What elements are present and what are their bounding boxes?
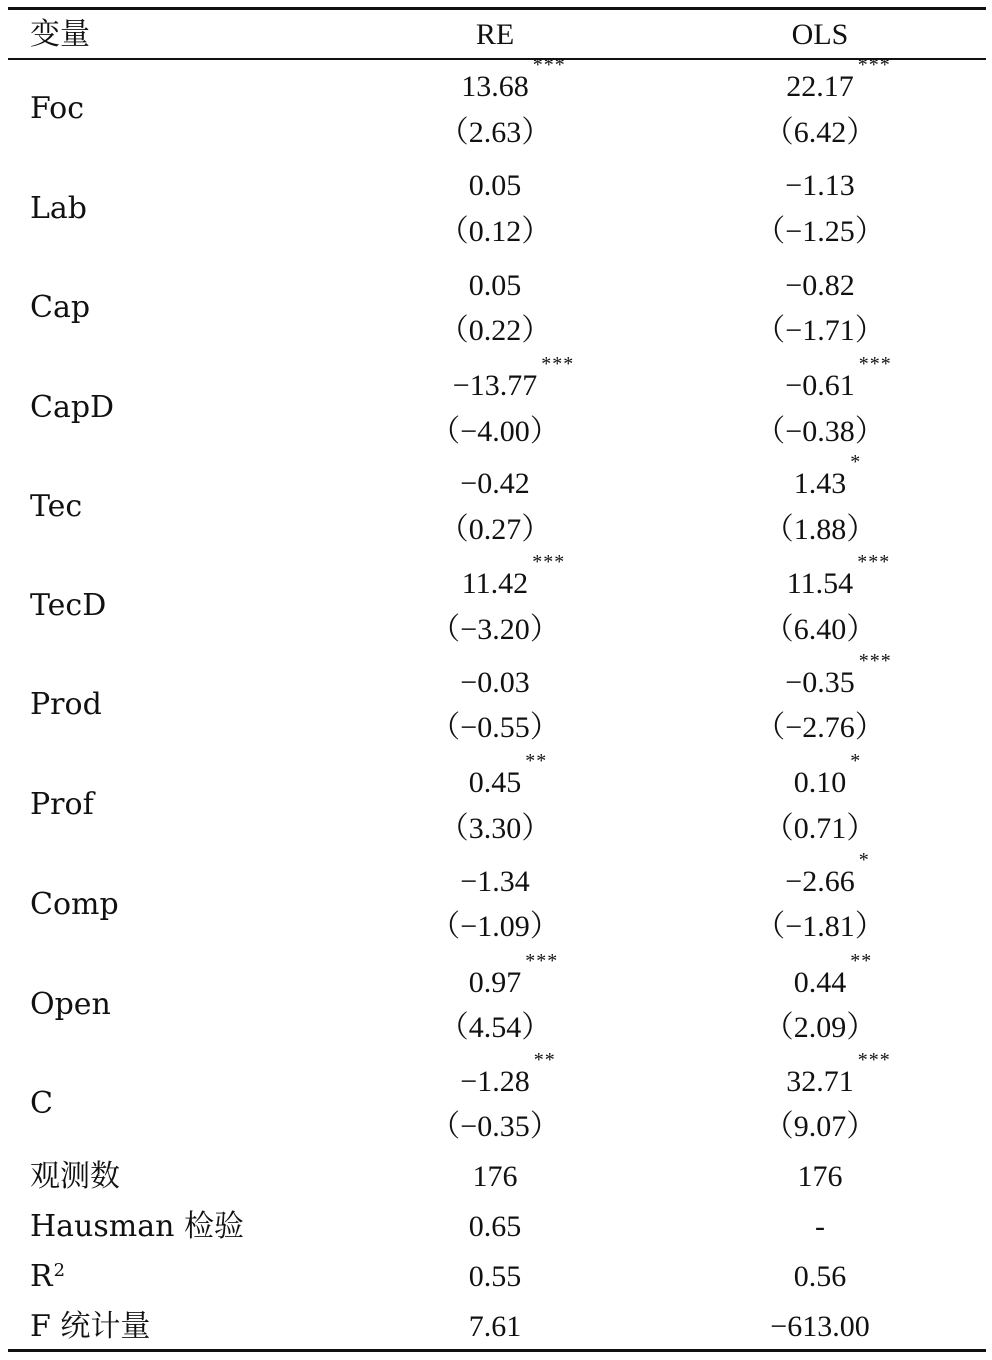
- re-tstat: （−1.09）: [430, 910, 560, 943]
- row-label: Lab: [30, 191, 88, 226]
- re-tstat: （0.12）: [438, 215, 552, 248]
- stat-label-r-squared: $R^2$: [30, 1259, 66, 1294]
- ols-f-statistic: −613.00: [770, 1310, 870, 1343]
- re-tstat: （0.22）: [438, 314, 552, 347]
- header-variable: 变量: [30, 17, 90, 52]
- row-label: Prod: [30, 687, 102, 722]
- re-coef: 13.68 ***: [461, 54, 566, 103]
- ols-coef: −2.66 *: [785, 849, 870, 898]
- ols-coef: −0.61 ***: [785, 353, 892, 402]
- significance-stars: ***: [525, 950, 559, 972]
- ols-hausman: -: [815, 1210, 825, 1243]
- row-label: Comp: [30, 887, 119, 922]
- row-label: CapD: [30, 390, 115, 425]
- header-re: RE: [475, 18, 515, 51]
- re-observations: 176: [472, 1160, 518, 1193]
- re-tstat: （2.63）: [438, 116, 552, 149]
- ols-coef: −0.35 ***: [785, 650, 892, 699]
- ols-coef: 0.44 **: [793, 950, 873, 999]
- ols-coef: 11.54 ***: [786, 551, 891, 600]
- ols-tstat: （9.07）: [763, 1110, 877, 1143]
- re-coef: −0.03: [460, 666, 530, 699]
- significance-stars: ***: [541, 353, 575, 375]
- re-coef: 0.97 ***: [468, 950, 559, 999]
- ols-tstat: （−2.76）: [755, 711, 885, 744]
- row-label: C: [30, 1086, 53, 1121]
- ols-coef: 32.71 ***: [786, 1049, 891, 1098]
- row-label: TecD: [30, 588, 107, 623]
- ols-coef: −1.13: [785, 169, 855, 202]
- re-coef: 11.42 ***: [461, 551, 566, 600]
- re-tstat: （−3.20）: [430, 613, 560, 646]
- re-coef: −1.34: [460, 865, 530, 898]
- re-tstat: （−0.35）: [430, 1110, 560, 1143]
- significance-stars: **: [533, 1049, 556, 1071]
- re-tstat: （−0.55）: [430, 711, 560, 744]
- re-tstat: （0.27）: [438, 513, 552, 546]
- significance-stars: **: [850, 950, 873, 972]
- significance-stars: ***: [858, 650, 892, 672]
- re-coef: 0.05: [468, 269, 522, 302]
- ols-coef: 22.17 ***: [786, 54, 891, 103]
- significance-stars: ***: [532, 54, 566, 76]
- ols-tstat: （−1.71）: [755, 314, 885, 347]
- row-label: Cap: [30, 290, 91, 325]
- stat-label-hausman: Hausman 检验: [30, 1209, 244, 1244]
- re-tstat: （3.30）: [438, 812, 552, 845]
- superscript: 2: [53, 1260, 66, 1281]
- ols-tstat: （1.88）: [763, 513, 877, 546]
- stat-label-observations: 观测数: [30, 1159, 120, 1194]
- re-tstat: （4.54）: [438, 1011, 552, 1044]
- re-f-statistic: 7.61: [468, 1310, 522, 1343]
- row-label: Prof: [30, 787, 94, 822]
- stat-label-f-statistic: F 统计量: [30, 1309, 151, 1344]
- re-coef: −0.42: [460, 467, 530, 500]
- row-label: Open: [30, 987, 111, 1022]
- significance-stars: ***: [532, 551, 566, 573]
- significance-stars: ***: [857, 551, 891, 573]
- re-coef: −1.28 **: [460, 1049, 556, 1098]
- ols-tstat: （6.40）: [763, 613, 877, 646]
- ols-tstat: （−1.81）: [755, 910, 885, 943]
- ols-tstat: （−0.38）: [755, 415, 885, 448]
- re-coef: 0.05: [468, 169, 522, 202]
- ols-coef: 0.10 *: [793, 750, 862, 799]
- re-coef: 0.45 **: [468, 750, 548, 799]
- table-header-rule: [8, 58, 986, 60]
- row-label: Tec: [30, 489, 83, 524]
- ols-tstat: （2.09）: [763, 1011, 877, 1044]
- table-top-rule: [8, 7, 986, 10]
- re-coef: −13.77 ***: [452, 353, 575, 402]
- ols-coef: 1.43 *: [793, 451, 862, 500]
- re-tstat: （−4.00）: [430, 415, 560, 448]
- row-label: Foc: [30, 91, 85, 126]
- significance-stars: **: [525, 750, 548, 772]
- table-bottom-rule: [8, 1349, 986, 1352]
- re-r-squared: 0.55: [468, 1260, 522, 1293]
- significance-stars: *: [850, 451, 862, 473]
- ols-tstat: （0.71）: [763, 812, 877, 845]
- significance-stars: ***: [857, 54, 891, 76]
- significance-stars: *: [850, 750, 862, 772]
- header-ols: OLS: [791, 18, 849, 51]
- re-hausman: 0.65: [468, 1210, 522, 1243]
- significance-stars: *: [858, 849, 870, 871]
- ols-coef: −0.82: [785, 269, 855, 302]
- ols-tstat: （−1.25）: [755, 215, 885, 248]
- significance-stars: ***: [857, 1049, 891, 1071]
- ols-observations: 176: [797, 1160, 843, 1193]
- ols-r-squared: 0.56: [793, 1260, 847, 1293]
- ols-tstat: （6.42）: [763, 116, 877, 149]
- significance-stars: ***: [858, 353, 892, 375]
